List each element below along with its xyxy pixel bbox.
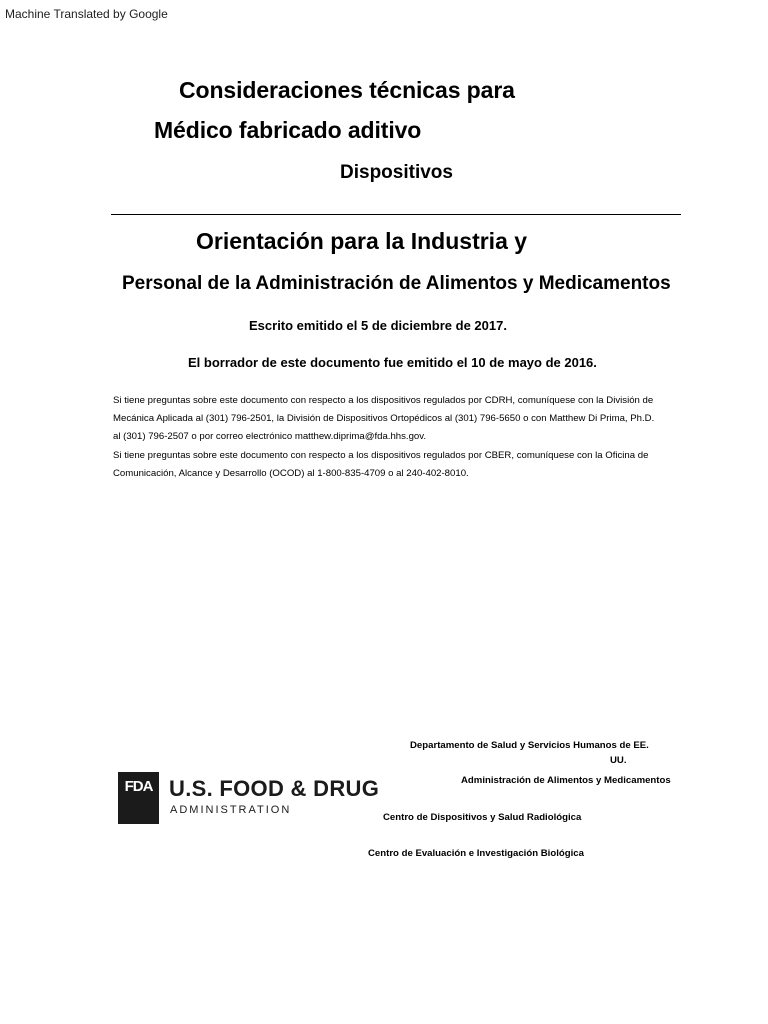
guidance-heading-line-1: Orientación para la Industria y	[196, 228, 528, 254]
cdrh-contact-line-2: Mecánica Aplicada al (301) 796-2501, la División de Dispositivos Ortopédicos al (301) 796-5650 o con Matthew Di Prima, Ph.D.	[113, 413, 655, 425]
cdrh-contact-line-3: al (301) 796-2507 o por correo electrónico matthew.diprima@fda.hhs.gov.	[113, 431, 426, 443]
contact-information	[113, 392, 683, 483]
hhs-department-line-2: UU.	[610, 755, 627, 766]
machine-translation-banner: Machine Translated by Google	[5, 7, 168, 21]
cber-contact-line-2: Comunicación, Alcance y Desarrollo (OCOD) al 1-800-835-4709 o al 240-402-8010.	[113, 467, 469, 479]
document-title-line-3: Dispositivos	[340, 162, 453, 183]
fda-logo-mark: FDA	[118, 772, 159, 824]
issued-date: Escrito emitido el 5 de diciembre de 2017.	[249, 318, 507, 333]
document-title-line-2: Médico fabricado aditivo	[154, 117, 422, 143]
cdrh-center-name: Centro de Dispositivos y Salud Radiológica	[383, 812, 582, 823]
fda-logo-name: U.S. FOOD & DRUG	[169, 776, 380, 801]
title-divider	[111, 214, 681, 215]
draft-date: El borrador de este documento fue emitido el 10 de mayo de 2016.	[188, 355, 597, 370]
hhs-department-line-1: Departamento de Salud y Servicios Humanos de EE.	[410, 740, 649, 751]
cber-center-name: Centro de Evaluación e Investigación Biológica	[368, 848, 584, 859]
fda-agency-name: Administración de Alimentos y Medicamentos	[461, 775, 671, 786]
guidance-heading-line-2: Personal de la Administración de Alimentos y Medicamentos	[122, 273, 671, 294]
fda-logo	[118, 772, 380, 824]
cdrh-contact-line-1: Si tiene preguntas sobre este documento con respecto a los dispositivos regulados por CDRH, comuníquese con la División de	[113, 395, 654, 406]
fda-logo-subtitle: ADMINISTRATION	[170, 804, 292, 816]
document-title-line-1: Consideraciones técnicas para	[179, 77, 515, 103]
cber-contact-line-1: Si tiene preguntas sobre este documento con respecto a los dispositivos regulados por CBER, comuníquese con la Oficina de	[113, 449, 649, 461]
